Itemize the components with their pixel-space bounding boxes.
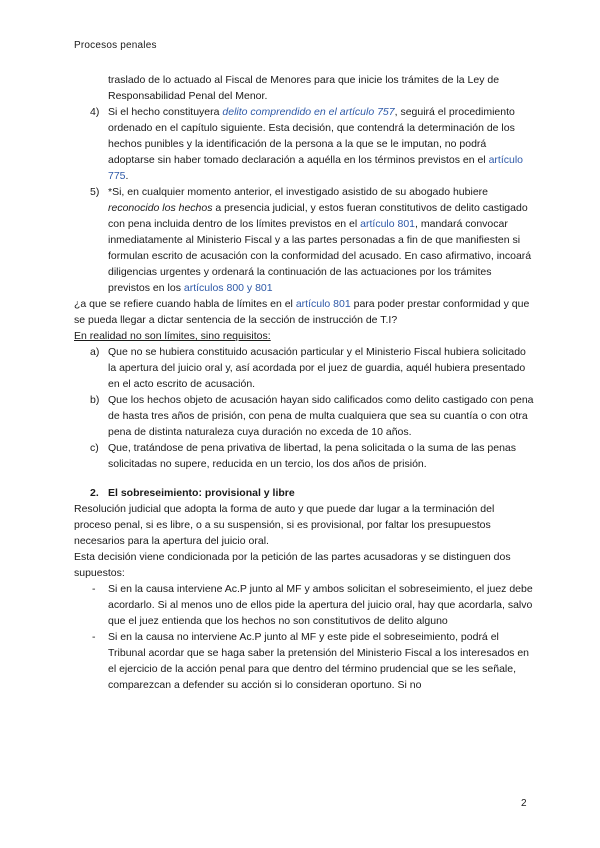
list-letter: b) — [90, 394, 100, 406]
section-number: 2. — [90, 487, 99, 499]
supuesto-item: - Si en la causa no interviene Ac.P junto al MF y este pide el sobreseimiento, podrá el Tribunal acordar que se haga saber la pretensión del Ministerio Fiscal a los interesados en el ejercicio de la acción penal para que dentro del término prudencial que se les señale, comparezcan a defender su acción si lo consideran oportuno. Si no — [92, 631, 530, 691]
article-801-link-2[interactable]: artículo 801 — [295, 298, 351, 310]
article-757-link[interactable]: artículo 757 — [339, 106, 395, 118]
list-letter: c) — [90, 442, 99, 454]
list-number: 5) — [90, 186, 100, 198]
continued-paragraph: traslado de lo actuado al Fiscal de Menores para que inicie los trámites de la Ley de Responsabilidad Penal del Menor. — [108, 74, 500, 102]
body-paragraph: Resolución judicial que adopta la forma de auto y que puede dar lugar a la terminación del proceso penal, si es libre, o a su suspensión, si es provisional, por faltar los presupuestos necesarios para la apertura del juicio oral. — [74, 503, 495, 547]
requisito-item: b) Que los hechos objeto de acusación hayan sido calificados como delito castigado con pena de hasta tres años de prisión, con pena de multa cualquiera que sea su cuantía o con otra pena de distinta naturaleza cuya duración no exceda de 10 años. — [90, 394, 534, 438]
list-number: 4) — [90, 106, 100, 118]
list-item-5: 5) *Si, en cualquier momento anterior, el investigado asistido de su abogado hubiere reconocido los hechos a presencia judicial, y estos fueran constitutivos de delito castigado con pena incluida dentro de los límites previstos en el artículo 801, mandará convocar inmediatamente al Ministerio Fiscal y a las partes personadas a fin de que manifiesten si formulan escrito de acusación con la conformidad del acusado. En caso afirmativo, incoará diligencias urgentes y ordenará la continuación de las actuaciones por los trámites previstos en los artículos 800 y 801 — [90, 186, 532, 294]
bullet-dash: - — [92, 631, 96, 643]
section-heading — [74, 485, 534, 501]
page-number: 2 — [521, 798, 527, 809]
requisito-item: c) Que, tratándose de pena privativa de libertad, la pena solicitada o la suma de las penas solicitadas no supere, reducida en un tercio, los dos años de prisión. — [90, 442, 517, 470]
emphasis-text: reconocido los hechos — [108, 202, 213, 214]
requisito-item: a) Que no se hubiera constituido acusación particular y el Ministerio Fiscal hubiera solicitado la apertura del juicio oral y, así acordada por el juez de guardia, aquél hubiera presentado en el acto escrito de acusación. — [90, 346, 526, 390]
section-title: El sobreseimiento: provisional y libre — [108, 487, 295, 499]
document-body — [74, 72, 534, 693]
list-letter: a) — [90, 346, 100, 358]
article-801-link[interactable]: artículo 801 — [360, 218, 416, 230]
article-775-link[interactable]: artículo 775 — [108, 154, 523, 182]
legal-reference-text: delito comprendido en el artículo 757 — [222, 106, 395, 118]
bullet-dash: - — [92, 583, 96, 595]
answer-heading: En realidad no son límites, sino requisitos: — [74, 330, 271, 342]
supuesto-item: - Si en la causa interviene Ac.P junto al MF y ambos solicitan el sobreseimiento, el juez debe acordarlo. Si al menos uno de ellos pide la apertura del juicio oral, hay que acordarla, salvo que el juez entienda que los hechos no son constitutivos de delito alguno — [92, 583, 533, 627]
question-paragraph: ¿a que se refiere cuando habla de límites en el artículo 801 para poder prestar conformidad y que se pueda llegar a dictar sentencia de la sección de instrucción de T.I? — [74, 298, 530, 326]
body-paragraph: Esta decisión viene condicionada por la petición de las partes acusadoras y se distinguen dos supuestos: — [74, 551, 511, 579]
page-header: Procesos penales — [74, 40, 157, 51]
list-item-4: 4) Si el hecho constituyera delito comprendido en el artículo 757, seguirá el procedimiento ordenado en el capítulo siguiente. Esta decisión, que contendrá la determinación de los hechos punibles y la identificación de la persona a la que se le imputan, no podrá adoptarse sin haber tomado declaración a aquélla en los términos previstos en el artículo 775. — [90, 106, 523, 182]
articles-800-801-link[interactable]: artículos 800 y 801 — [183, 282, 273, 294]
